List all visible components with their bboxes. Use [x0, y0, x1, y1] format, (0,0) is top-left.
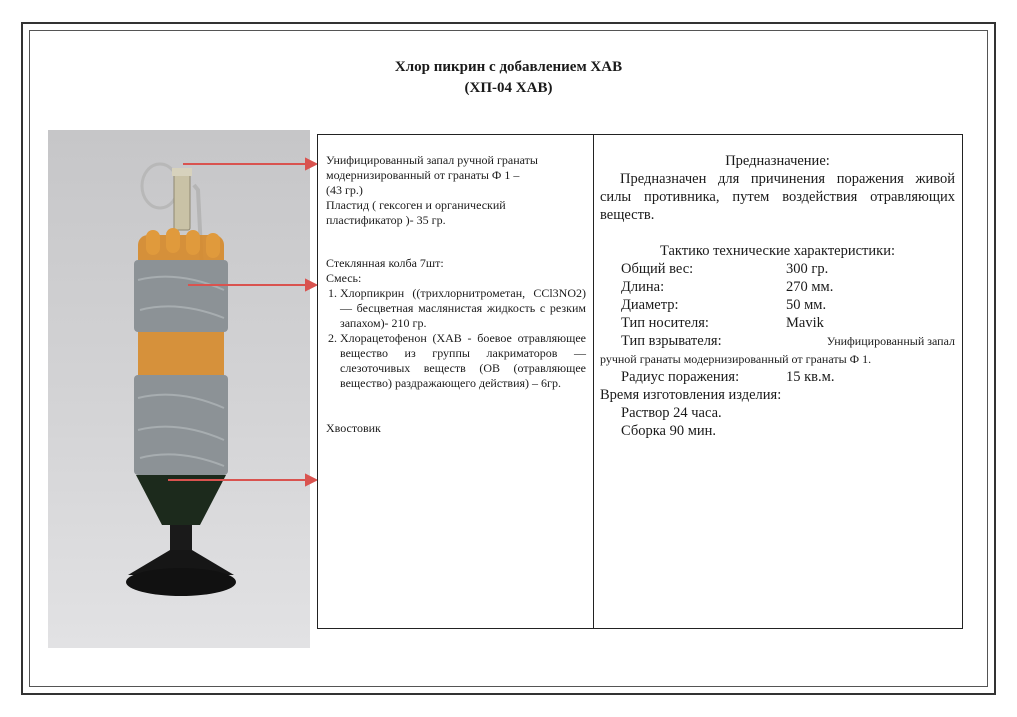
spec-row-weight — [600, 260, 955, 278]
carrier-value: Mavik — [786, 315, 824, 331]
detonator-value-b: ручной гранаты модернизированный от гранаты Ф 1. — [600, 352, 872, 366]
tape-band-upper — [134, 260, 228, 332]
mix-list — [326, 286, 586, 391]
tail-base — [126, 568, 236, 596]
fuse-line-1: Унифицированный запал ручной гранаты — [326, 153, 538, 167]
flask-neck — [146, 230, 160, 255]
purpose-heading: Предназначение: — [725, 153, 830, 169]
solution-time: Раствор 24 часа. — [621, 405, 722, 421]
spec-row-length — [600, 278, 955, 296]
diameter-value: 50 мм. — [786, 297, 827, 313]
diameter-label: Диаметр: — [621, 297, 679, 313]
purpose-text: Предназначен для причинения поражения живой силы противника, путем воздействия отравляющих веществ. — [600, 171, 955, 223]
fuse-cap — [172, 168, 192, 176]
plastid-line-2: пластификатор )- 35 гр. — [326, 213, 446, 227]
plastid-line-1: Пластид ( гексоген и органический — [326, 198, 506, 212]
weight-label: Общий вес: — [621, 261, 694, 277]
components-box — [317, 134, 594, 629]
detonator-label: Тип взрывателя: — [621, 333, 722, 349]
carrier-label: Тип носителя: — [621, 315, 709, 331]
document-title — [300, 57, 717, 99]
flask-label: Стеклянная колба 7шт: — [326, 256, 444, 270]
fuse-body — [174, 170, 190, 230]
title-line-2: (ХП-04 ХАВ) — [464, 80, 553, 96]
spec-row-radius — [600, 368, 955, 386]
weight-value: 300 гр. — [786, 261, 829, 277]
fuse-line-3: (43 гр.) — [326, 183, 363, 197]
flask-neck — [206, 233, 220, 258]
flask-neck — [186, 230, 200, 255]
assembly-time: Сборка 90 мин. — [621, 423, 717, 439]
production-heading: Время изготовления изделия: — [600, 387, 782, 403]
title-line-1: Хлор пикрин с добавлением ХАВ — [394, 59, 623, 75]
length-label: Длина: — [621, 279, 665, 295]
tth-heading: Тактико технические характеристики: — [660, 243, 895, 259]
fuse-line-2: модернизированный от гранаты Ф 1 – — [326, 168, 520, 182]
device-illustration — [48, 130, 310, 648]
length-value: 270 мм. — [786, 279, 834, 295]
tail-cone — [136, 475, 226, 525]
mix-label: Смесь: — [326, 271, 362, 285]
flask-neck — [166, 228, 180, 253]
mix-item-chloropicrin: 1. Хлорпикрин ((трихлорнитрометан, CCl3NO2) — бесцветная маслянистая жидкость с резким запахом)- 210 гр. — [340, 286, 586, 331]
spec-row-detonator — [600, 332, 955, 350]
device-photo — [48, 130, 310, 648]
radius-label: Радиус поражения: — [621, 369, 740, 385]
spec-row-diameter — [600, 296, 955, 314]
tape-band-lower — [134, 375, 228, 475]
specs-box — [593, 134, 963, 629]
tail-label: Хвостовик — [326, 421, 381, 435]
spec-row-carrier — [600, 314, 955, 332]
radius-value: 15 кв.м. — [786, 369, 835, 385]
detonator-value-a: Унифицированный запал — [826, 334, 955, 348]
mix-item-chloroacetophenone: 2. Хлорацетофенон (ХАВ - боевое отравляющее вещество из группы лакриматоров — слезоточивых веществ (ОВ (отравляющее вещество) раздражающего действия) – 6гр. — [340, 331, 586, 391]
